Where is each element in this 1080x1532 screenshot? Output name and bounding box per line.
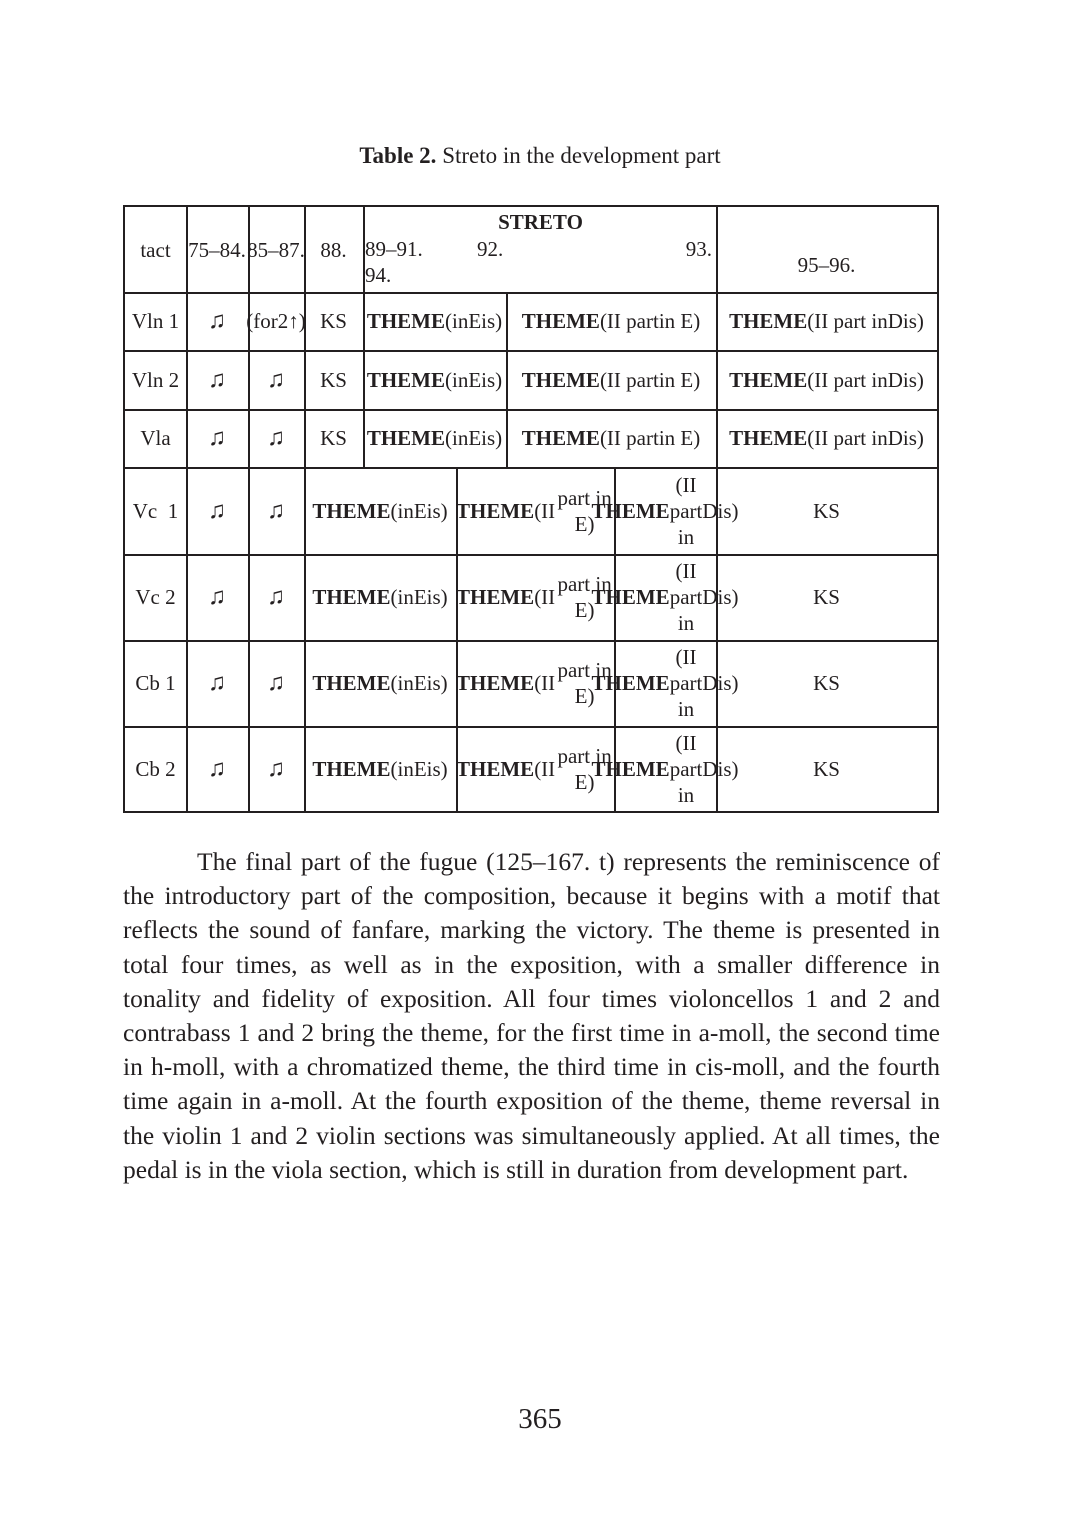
theme-e-cell: THEME (II part in E) [521, 367, 701, 392]
theme-eis-cell: THEME (in Eis) [366, 367, 503, 392]
theme-eis-cell: THEME (in Eis) [312, 585, 448, 609]
theme-e-cell: THEME (II part in E) [456, 658, 612, 708]
streto-table [123, 205, 939, 813]
ks-cell: KS [813, 585, 840, 609]
table-caption-label: Table 2. [359, 143, 437, 168]
theme-dis-cell: THEME (II part in Dis) [591, 472, 739, 549]
row-label: Vla [140, 426, 171, 450]
header-85-87: 85– 87. [247, 237, 305, 262]
header-streto: STRETO [498, 210, 583, 234]
row-label: Vc 2 [135, 585, 176, 609]
theme-dis-cell: THEME (II part in Dis) [591, 730, 739, 807]
theme-eis-cell: THEME (in Eis) [366, 309, 503, 333]
page-number: 365 [518, 1403, 562, 1435]
note-icon: ♫ [208, 425, 226, 451]
row-label: Vln 2 [131, 367, 180, 392]
header-92: 92. [477, 237, 504, 261]
table-caption [0, 142, 1080, 170]
theme-eis-cell: THEME (in Eis) [312, 756, 448, 781]
ks-cell: KS [320, 367, 347, 392]
note-icon: ♫ [208, 366, 226, 393]
note-icon: ♫ [208, 755, 226, 782]
header-93: 93. [685, 237, 712, 261]
theme-dis-cell: THEME (II part in Dis) [729, 309, 924, 333]
theme-dis-cell: THEME (II part in Dis) [591, 645, 739, 721]
theme-eis-cell: THEME (in Eis) [312, 498, 448, 523]
ks-cell: KS [813, 671, 840, 695]
ks-cell: KS [813, 756, 840, 781]
note-icon: ♫ [267, 670, 285, 696]
header-94: 94. [365, 263, 392, 287]
header-tact [125, 207, 186, 292]
note-icon: ♫ [267, 584, 285, 610]
theme-dis-cell: THEME (II part in Dis) [591, 559, 739, 635]
paragraph: The final part of the fugue (125–167. t) represents the reminiscence of the introductory part of the composition, because it begins with a motif that reflects the sound of fanfare, marking the victory. The theme is presented in total four times, as well as in the exposition, with a smaller difference in tonality and fidelity of exposition. All four times violoncellos 1 and 2 and contrabass 1 and 2 bring the theme, for the first time in a-moll, the second time in h-moll, with a chromatized theme, the third time in cis-moll, and the fourth time again in a-moll. At the fourth exposition of the theme, theme reversal in the violin 1 and 2 violin sections was simultaneously applied. At all times, the pedal is in the viola section, which is still in duration from development part. [123, 847, 940, 1184]
note-icon: ♫ [267, 497, 285, 524]
theme-eis-cell: THEME (in Eis) [366, 426, 503, 450]
header-tact-label: tact [140, 237, 171, 262]
ks-cell: KS [320, 426, 347, 450]
note-icon: ♫ [208, 308, 226, 334]
table-caption-text: Streto in the development part [442, 143, 721, 168]
header-88: 88. [320, 237, 347, 262]
theme-dis-cell: THEME (II part in Dis) [729, 426, 924, 450]
body-text [123, 845, 940, 1187]
row-label: Vc 1 [132, 498, 179, 523]
note-icon: ♫ [208, 584, 226, 610]
theme-eis-cell: THEME (in Eis) [312, 671, 448, 695]
theme-e-cell: THEME (II part in E) [456, 485, 612, 536]
ks-cell: KS [320, 309, 347, 333]
note-icon: ♫ [208, 497, 226, 524]
note-icon: ♫ [267, 366, 285, 393]
header-streto-block [365, 207, 716, 292]
header-95-96: 95–96. [797, 252, 856, 277]
header-75-84: 75– 84. [188, 237, 246, 262]
theme-dis-cell: THEME (II part in Dis) [729, 367, 924, 392]
row-85-87-cell: (for 2↑) [246, 309, 306, 333]
ks-cell: KS [813, 498, 840, 523]
note-icon: ♫ [267, 755, 285, 782]
theme-e-cell: THEME (II part in E) [456, 743, 612, 794]
header-89-91: 89–91. [365, 237, 423, 261]
theme-e-cell: THEME (II part in E) [521, 309, 701, 333]
theme-e-cell: THEME (II part in E) [456, 572, 612, 622]
note-icon: ♫ [208, 670, 226, 696]
row-label: Vln 1 [131, 309, 180, 333]
row-label: Cb 1 [135, 671, 176, 695]
note-icon: ♫ [267, 425, 285, 451]
row-label: Cb 2 [135, 756, 176, 781]
theme-e-cell: THEME (II part in E) [521, 426, 701, 450]
